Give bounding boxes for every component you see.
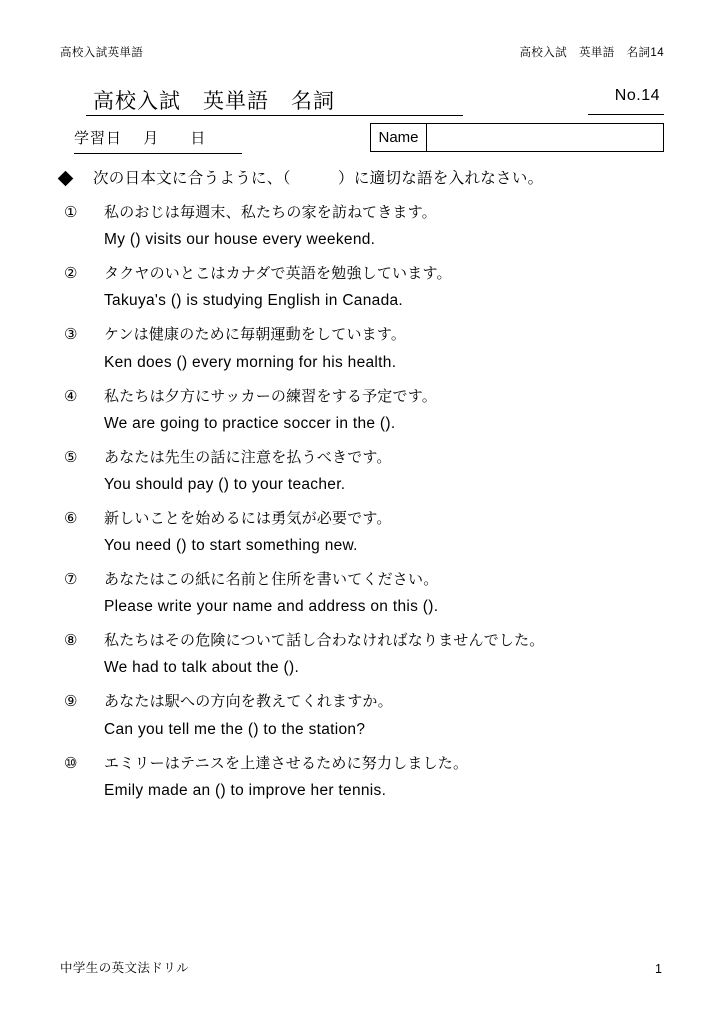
worksheet-number-rule — [588, 114, 664, 115]
question-japanese: 私たちは夕方にサッカーの練習をする予定です。 — [104, 387, 437, 405]
question-item — [60, 754, 684, 802]
question-japanese: あなたは駅への方向を教えてくれますか。 — [104, 693, 393, 711]
question-english — [104, 781, 684, 802]
english-before-blank: Takuya's ( — [104, 292, 177, 310]
question-english — [104, 597, 684, 618]
english-after-blank: ). — [289, 659, 300, 677]
english-after-blank: ). — [385, 414, 396, 432]
question-number: ④ — [64, 387, 78, 405]
question-number: ⑩ — [64, 754, 78, 772]
question-number: ① — [64, 204, 78, 221]
question-english — [104, 230, 684, 251]
question-english — [104, 475, 684, 496]
question-number: ⑤ — [64, 448, 78, 466]
english-before-blank: Please write your name and address on this ( — [104, 598, 429, 616]
question-number: ⑨ — [64, 693, 78, 711]
question-item — [60, 203, 684, 251]
english-after-blank: ) to improve her tennis. — [220, 781, 387, 799]
english-after-blank: ) to start something new. — [181, 537, 358, 555]
english-after-blank: ) to your teacher. — [223, 475, 346, 493]
question-item — [60, 509, 684, 557]
question-japanese: あなたはこの紙に名前と住所を書いてください。 — [104, 571, 439, 589]
question-item — [60, 692, 684, 740]
question-japanese: タクヤのいとこはカナダで英語を勉強しています。 — [104, 265, 452, 283]
title-rule — [86, 115, 463, 116]
question-item — [60, 387, 684, 435]
english-before-blank: Emily made an ( — [104, 781, 221, 799]
title-row — [60, 85, 664, 119]
name-label: Name — [371, 124, 427, 151]
english-before-blank: You should pay ( — [104, 475, 224, 493]
diamond-bullet-icon — [58, 171, 74, 187]
question-japanese: 私のおじは毎週末、私たちの家を訪ねてきます。 — [104, 204, 437, 221]
question-item — [60, 448, 684, 496]
english-before-blank: My ( — [104, 231, 136, 249]
english-after-blank: ). — [428, 598, 439, 616]
question-item — [60, 264, 684, 312]
question-item — [60, 325, 684, 373]
question-english — [104, 720, 684, 741]
question-list — [60, 203, 684, 815]
english-before-blank: You need ( — [104, 537, 182, 555]
question-item — [60, 631, 684, 679]
english-after-blank: ) visits our house every weekend. — [135, 231, 376, 249]
study-date-label: 学習日 — [74, 130, 123, 147]
question-japanese: 新しいことを始めるには勇気が必要です。 — [104, 509, 392, 527]
instruction-text: 次の日本文に合うように、（ ）に適切な語を入れなさい。 — [93, 170, 544, 187]
name-input[interactable] — [427, 124, 663, 151]
english-before-blank: Ken does ( — [104, 353, 182, 371]
question-english — [104, 291, 684, 312]
question-japanese: あなたは先生の話に注意を払うべきです。 — [104, 448, 392, 466]
english-after-blank: ) is studying English in Canada. — [176, 292, 404, 310]
month-label: 月 — [143, 130, 160, 147]
question-english — [104, 353, 684, 374]
english-before-blank: We had to talk about the ( — [104, 659, 290, 677]
running-head-right: 高校入試 英単語 名詞14 — [519, 47, 664, 59]
question-english — [104, 536, 684, 557]
question-english — [104, 658, 684, 679]
worksheet-number: No.14 — [614, 87, 660, 104]
question-item — [60, 570, 684, 618]
footer-page-number: 1 — [655, 962, 662, 976]
name-box[interactable] — [370, 123, 664, 152]
question-number: ⑥ — [64, 509, 78, 527]
english-after-blank: ) every morning for his health. — [181, 353, 397, 371]
question-japanese: エミリーはテニスを上達させるために努力しました。 — [104, 754, 469, 772]
footer-source: 中学生の英文法ドリル — [60, 961, 190, 975]
english-before-blank: We are going to practice soccer in the ( — [104, 414, 386, 432]
english-after-blank: ) to the station? — [253, 720, 366, 738]
question-number: ⑦ — [64, 571, 78, 589]
study-date-field — [74, 127, 242, 154]
question-japanese: ケンは健康のために毎朝運動をしています。 — [104, 326, 407, 344]
day-label: 日 — [190, 130, 207, 147]
running-head-left: 高校入試英単語 — [60, 47, 144, 59]
english-before-blank: Can you tell me the ( — [104, 720, 254, 738]
question-number: ② — [64, 265, 78, 283]
question-english — [104, 414, 684, 435]
instruction-line — [60, 166, 674, 188]
question-japanese: 私たちはその危険について話し合わなければなりませんでした。 — [104, 632, 545, 650]
question-number: ⑧ — [64, 632, 78, 650]
question-number: ③ — [64, 326, 78, 344]
meta-row — [60, 127, 664, 157]
page-title: 高校入試 英単語 名詞 — [93, 90, 335, 113]
